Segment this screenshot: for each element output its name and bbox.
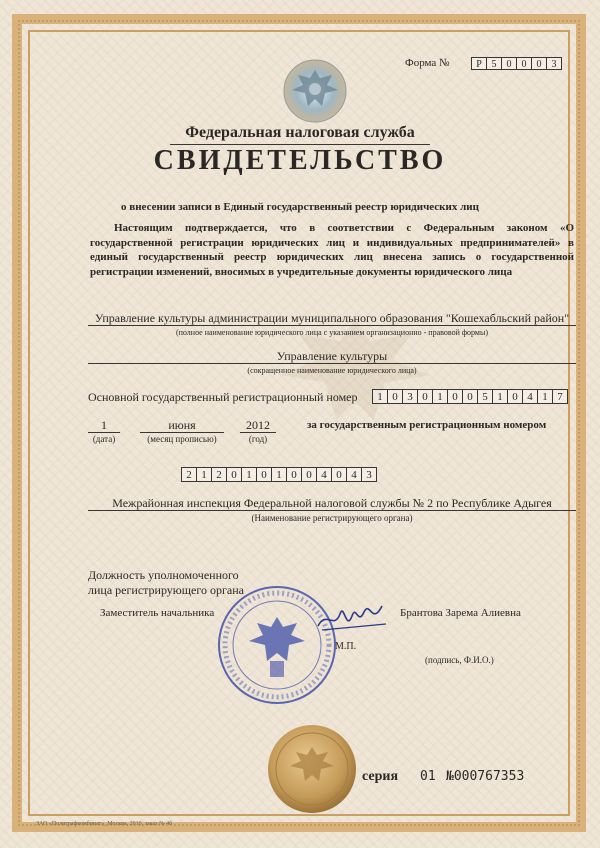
- grn-digit: 0: [301, 467, 317, 482]
- ogrn-digit: 0: [417, 389, 433, 404]
- grn-digit: 1: [271, 467, 287, 482]
- signer-position: Заместитель начальника: [100, 607, 215, 619]
- authorized-person-label-line: лица регистрирующего органа: [88, 583, 244, 597]
- short-name-line: [88, 363, 576, 364]
- handwritten-signature-icon: [312, 596, 390, 640]
- ogrn-digit: 0: [507, 389, 523, 404]
- registration-number-label: за государственным регистрационным номером: [307, 419, 547, 431]
- signature-caption: (подпись, Ф.И.О.): [425, 655, 494, 665]
- series-value: 01: [420, 769, 436, 784]
- certificate-number: №000767353: [446, 769, 525, 784]
- agency-name: Федеральная налоговая служба: [185, 124, 415, 141]
- form-number-cell: 5: [486, 57, 502, 70]
- date-day-caption: (дата): [92, 434, 116, 444]
- ogrn-digit: 1: [372, 389, 388, 404]
- confirmation-paragraph: Настоящим подтверждается, что в соответствии с Федеральным законом «О государственной регистрации юридических лиц и индивидуальных предпринимателей» в единый государственный реестр юридических лиц внесена запись о государственной регистрации изменений, вносимых в учредительные документы юридического лица: [90, 222, 574, 278]
- ogrn-label: Основной государственный регистрационный номер: [88, 390, 358, 404]
- short-name-caption: (сокращенное наименование юридического лица): [247, 366, 417, 375]
- ogrn-digit: 1: [537, 389, 553, 404]
- short-name-value: Управление культуры: [276, 349, 388, 363]
- document-title: СВИДЕТЕЛЬСТВО: [153, 145, 447, 176]
- full-name-line: [88, 325, 576, 326]
- grn-digit: 4: [346, 467, 362, 482]
- date-month-caption: (месяц прописью): [147, 434, 217, 444]
- authority-caption: (Наименование регистрирующего органа): [251, 513, 413, 523]
- ogrn-digit: 5: [477, 389, 493, 404]
- grn-digit: 0: [331, 467, 347, 482]
- grn-digit: 4: [316, 467, 332, 482]
- grn-digit: 1: [196, 467, 212, 482]
- form-number: [472, 57, 562, 70]
- date-day-line: [88, 432, 120, 433]
- ogrn-digit: 4: [522, 389, 538, 404]
- date-month-line: [140, 432, 224, 433]
- date-day: 1: [101, 418, 107, 432]
- authority-line: [88, 510, 576, 511]
- ogrn-digit: 7: [552, 389, 568, 404]
- stamp-place-label: М.П.: [335, 641, 357, 652]
- signer-name: Брантова Зарема Алиевна: [400, 607, 521, 619]
- form-number-cell: 0: [501, 57, 517, 70]
- ogrn-digit: 1: [492, 389, 508, 404]
- form-number-cell: 3: [546, 57, 562, 70]
- grn-digit: 3: [361, 467, 377, 482]
- date-year-caption: (год): [248, 434, 268, 444]
- form-number-cell: Р: [471, 57, 487, 70]
- ogrn-digit: 0: [447, 389, 463, 404]
- document-subtitle: о внесении записи в Единый государственный реестр юридических лиц: [121, 201, 479, 213]
- grn-number: [182, 467, 377, 482]
- form-number-cell: 0: [531, 57, 547, 70]
- form-number-cell: 0: [516, 57, 532, 70]
- full-name-caption: (полное наименование юридического лица с указанием организационно - правовой формы): [175, 328, 489, 337]
- date-year-line: [240, 432, 276, 433]
- ogrn-digit: 3: [402, 389, 418, 404]
- authorized-person-label-line: Должность уполномоченного: [88, 568, 239, 582]
- gold-seal-icon: [266, 723, 358, 815]
- printer-imprint: ЗАО «Полиграфкомбинат», Москва, 2010, заказ № 4б: [36, 821, 173, 827]
- ogrn-digit: 0: [462, 389, 478, 404]
- ogrn-number: [373, 389, 568, 404]
- grn-digit: 0: [286, 467, 302, 482]
- authority-value: Межрайонная инспекция Федеральной налоговой службы № 2 по Республике Адыгея: [112, 496, 552, 510]
- grn-digit: 0: [256, 467, 272, 482]
- grn-digit: 2: [211, 467, 227, 482]
- ogrn-digit: 0: [387, 389, 403, 404]
- grn-digit: 2: [181, 467, 197, 482]
- date-year: 2012: [246, 418, 270, 432]
- grn-digit: 0: [226, 467, 242, 482]
- grn-digit: 1: [241, 467, 257, 482]
- hologram-emblem-icon: [282, 58, 348, 124]
- date-month: июня: [168, 418, 196, 432]
- form-label: Форма №: [405, 57, 450, 69]
- full-name-value: Управление культуры администрации муниципального образования "Кошехабльский район": [94, 311, 570, 325]
- ogrn-digit: 1: [432, 389, 448, 404]
- series-label: серия: [362, 769, 399, 784]
